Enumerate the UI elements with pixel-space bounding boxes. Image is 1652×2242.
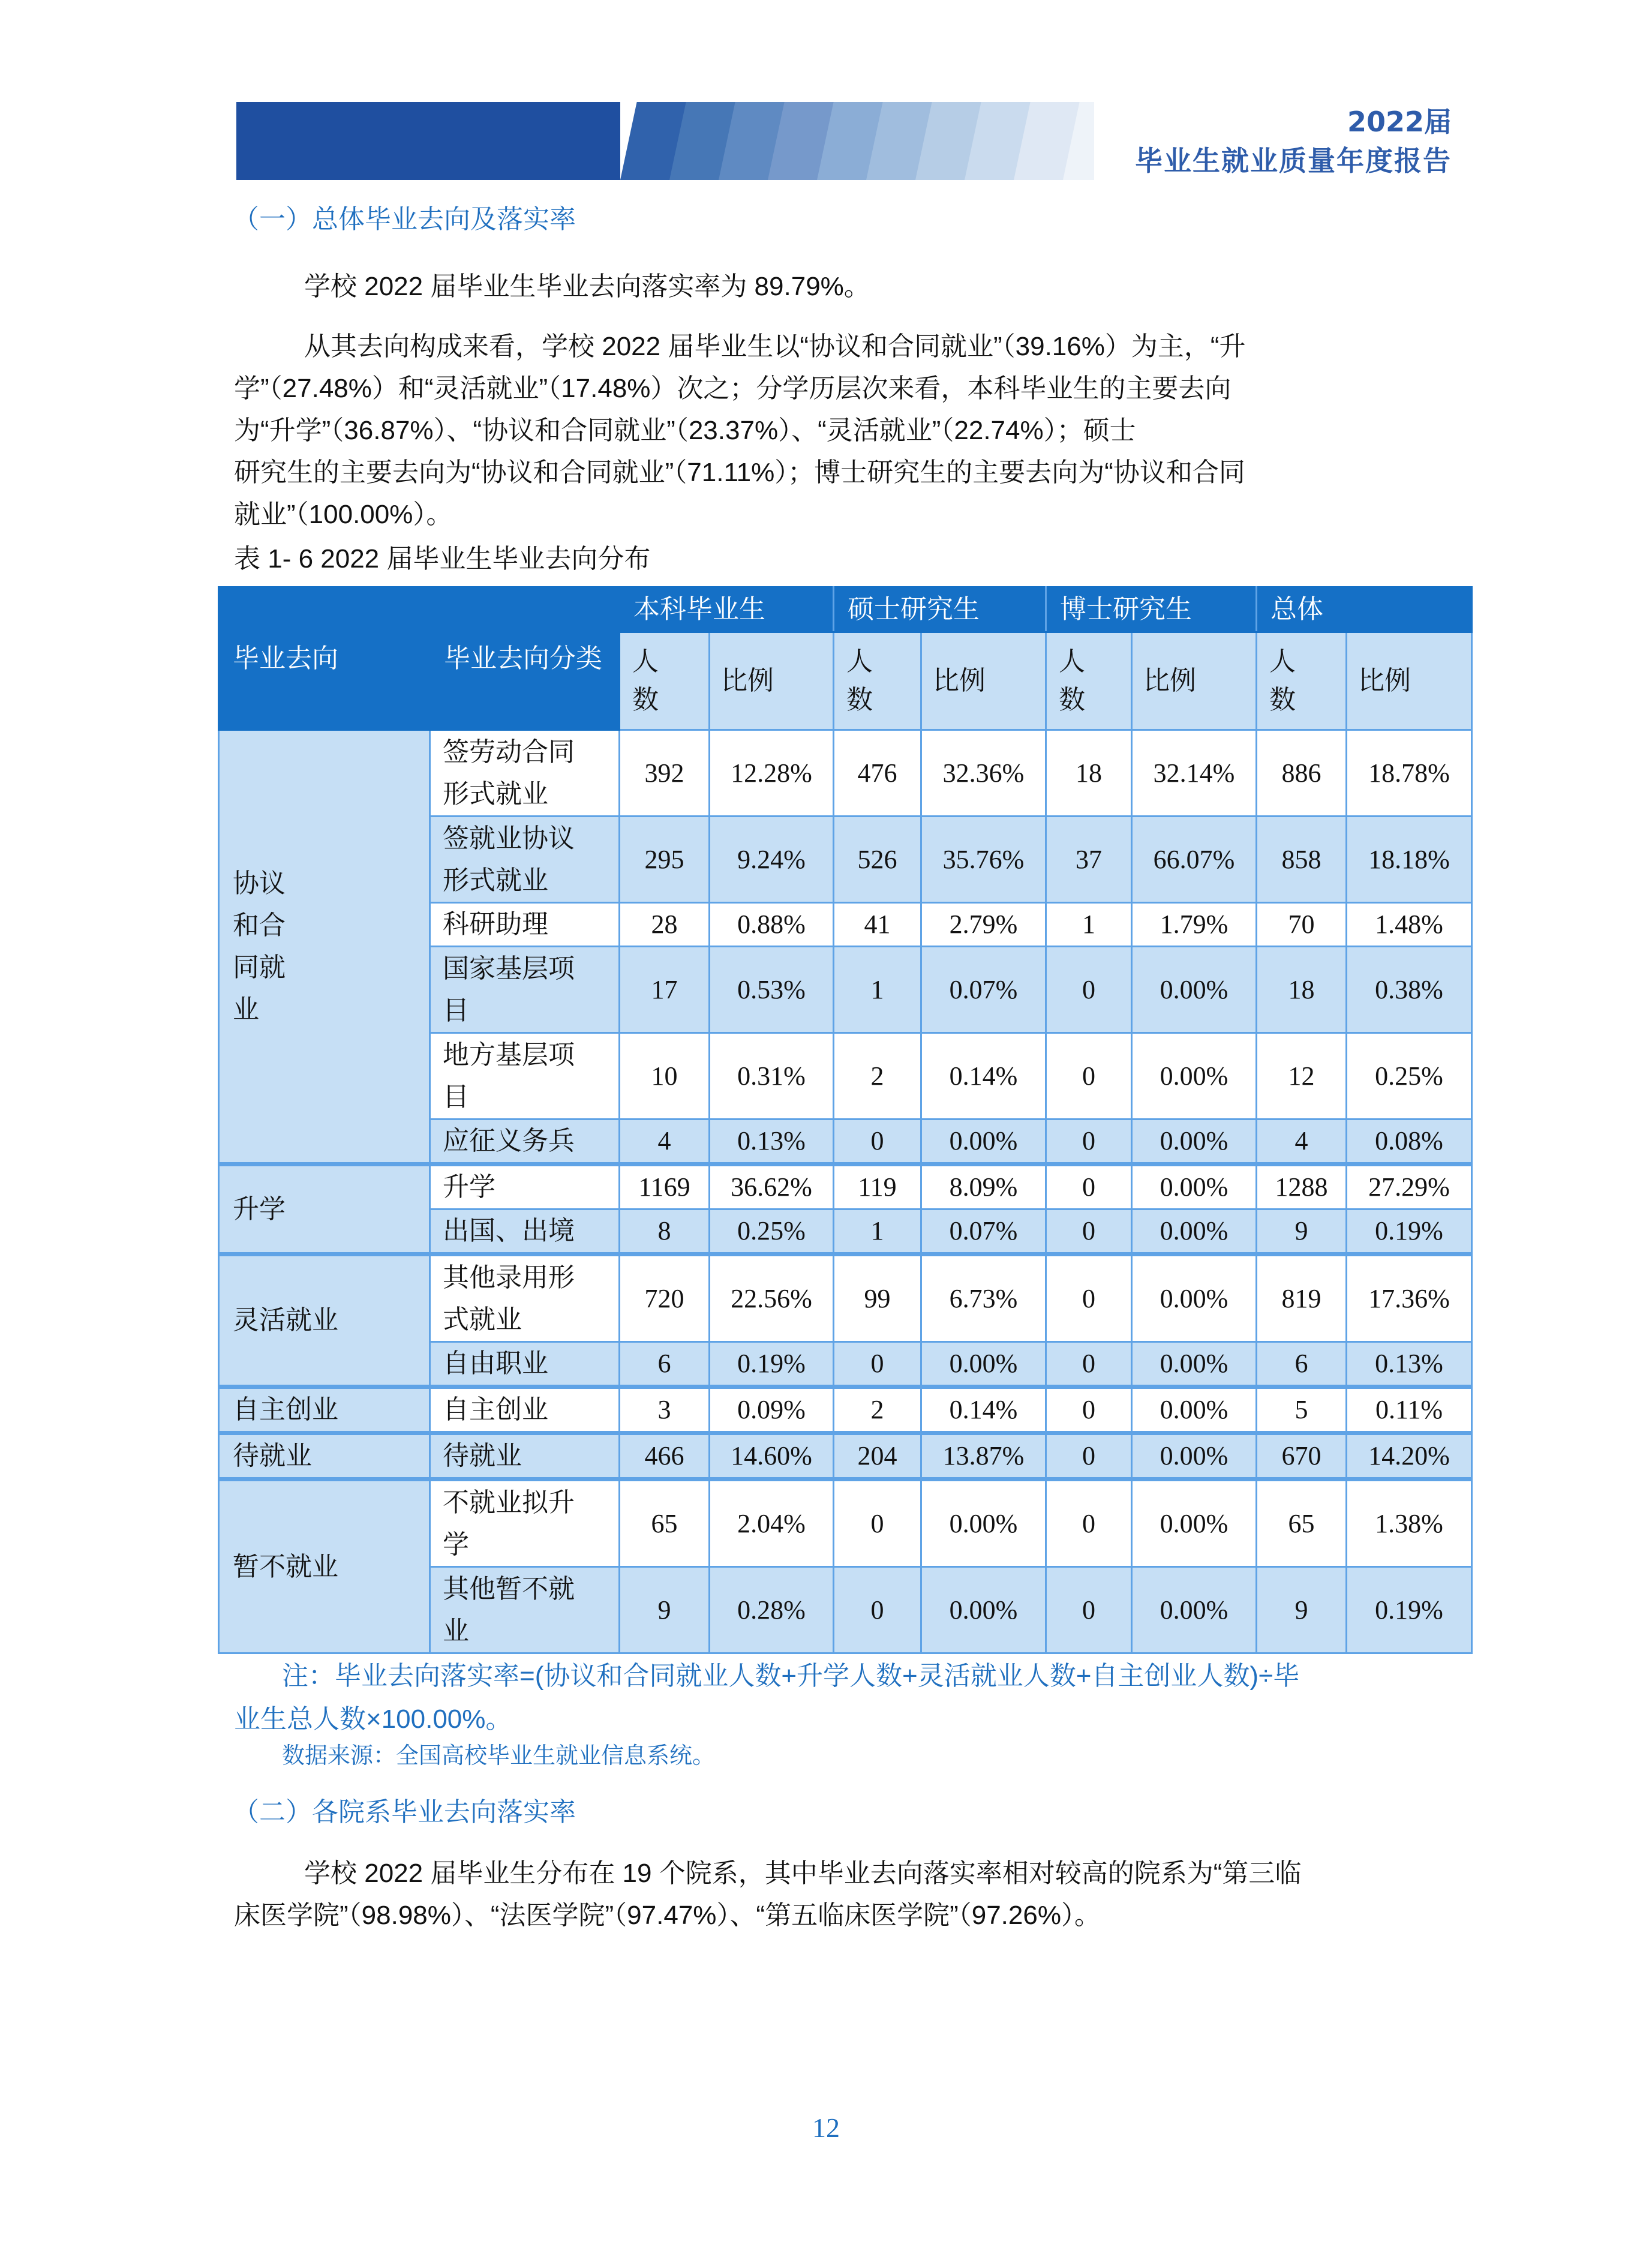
ratio-cell: 0.38%: [1347, 947, 1472, 1033]
count-cell: 1: [834, 1209, 921, 1254]
count-cell: 0: [834, 1567, 921, 1653]
table-row: [219, 1479, 1472, 1567]
ratio-cell: 14.20%: [1347, 1433, 1472, 1479]
count-cell: 0: [834, 1342, 921, 1387]
count-cell: 70: [1257, 903, 1347, 947]
count-cell: 4: [620, 1120, 710, 1164]
count-cell: 4: [1257, 1120, 1347, 1164]
category-cell: 自由职业: [430, 1342, 620, 1387]
count-cell: 0: [834, 1120, 921, 1164]
ratio-cell: 0.31%: [710, 1033, 834, 1120]
banner-dark-block: [236, 102, 620, 180]
table-row: [219, 1433, 1472, 1479]
count-cell: 65: [1257, 1479, 1347, 1567]
count-cell: 295: [620, 817, 710, 903]
count-cell: 466: [620, 1433, 710, 1479]
header-count: 人数: [834, 632, 921, 730]
report-year-title: 2022届: [1347, 106, 1452, 138]
header-ratio: 比例: [710, 632, 834, 730]
count-cell: 0: [834, 1479, 921, 1567]
count-cell: 204: [834, 1433, 921, 1479]
ratio-cell: 66.07%: [1132, 817, 1257, 903]
count-cell: 670: [1257, 1433, 1347, 1479]
ratio-cell: 0.19%: [1347, 1567, 1472, 1653]
count-cell: 99: [834, 1254, 921, 1342]
ratio-cell: 12.28%: [710, 730, 834, 817]
ratio-cell: 0.53%: [710, 947, 834, 1033]
count-cell: 526: [834, 817, 921, 903]
header-count: 人数: [1257, 632, 1347, 730]
destination-cell: 升学: [219, 1164, 430, 1254]
count-cell: 0: [1046, 1433, 1132, 1479]
ratio-cell: 18.18%: [1347, 817, 1472, 903]
category-cell: 签劳动合同形式就业: [430, 730, 620, 817]
ratio-cell: 0.19%: [710, 1342, 834, 1387]
count-cell: 0: [1046, 1387, 1132, 1433]
count-cell: 2: [834, 1033, 921, 1120]
count-cell: 2: [834, 1387, 921, 1433]
paragraph-line: 学”（27.48%）和“灵活就业”（17.48%）次之；分学历层次来看，本科毕业生的主要去向: [234, 374, 1232, 403]
count-cell: 886: [1257, 730, 1347, 817]
paragraph-composition: [234, 326, 1440, 536]
count-cell: 9: [1257, 1209, 1347, 1254]
ratio-cell: 0.00%: [1132, 1387, 1257, 1433]
count-cell: 819: [1257, 1254, 1347, 1342]
ratio-cell: 0.00%: [921, 1567, 1046, 1653]
category-cell: 地方基层项目: [430, 1033, 620, 1120]
category-cell: 自主创业: [430, 1387, 620, 1433]
ratio-cell: 0.00%: [921, 1342, 1046, 1387]
ratio-cell: 0.00%: [1132, 947, 1257, 1033]
count-cell: 8: [620, 1209, 710, 1254]
category-cell: 不就业拟升学: [430, 1479, 620, 1567]
ratio-cell: 0.00%: [921, 1479, 1046, 1567]
paragraph-line: 从其去向构成来看，学校 2022 届毕业生以“协议和合同就业”（39.16%）为主，“升: [304, 332, 1246, 361]
count-cell: 17: [620, 947, 710, 1033]
category-cell: 科研助理: [430, 903, 620, 947]
ratio-cell: 0.07%: [921, 947, 1046, 1033]
header-ratio: 比例: [1132, 632, 1257, 730]
data-source: 数据来源：全国高校毕业生就业信息系统。: [282, 1742, 716, 1769]
count-cell: 18: [1257, 947, 1347, 1033]
count-cell: 0: [1046, 1479, 1132, 1567]
ratio-cell: 13.87%: [921, 1433, 1046, 1479]
table-row: [219, 1164, 1472, 1209]
destination-cell: 待就业: [219, 1433, 430, 1479]
category-cell: 出国、出境: [430, 1209, 620, 1254]
category-cell: 签就业协议形式就业: [430, 817, 620, 903]
ratio-cell: 0.25%: [1347, 1033, 1472, 1120]
ratio-cell: 0.28%: [710, 1567, 834, 1653]
count-cell: 9: [620, 1567, 710, 1653]
section-heading-department: （二）各院系毕业去向落实率: [233, 1797, 576, 1827]
ratio-cell: 9.24%: [710, 817, 834, 903]
ratio-cell: 0.00%: [1132, 1254, 1257, 1342]
table-row: [219, 1387, 1472, 1433]
count-cell: 12: [1257, 1033, 1347, 1120]
count-cell: 28: [620, 903, 710, 947]
count-cell: 392: [620, 730, 710, 817]
ratio-cell: 0.88%: [710, 903, 834, 947]
count-cell: 3: [620, 1387, 710, 1433]
count-cell: 0: [1046, 1209, 1132, 1254]
ratio-cell: 0.13%: [1347, 1342, 1472, 1387]
count-cell: 1: [834, 947, 921, 1033]
paragraph-department: [234, 1853, 1440, 1937]
table-row: [219, 1254, 1472, 1342]
page-number: 12: [812, 2112, 840, 2143]
header-banner: [236, 102, 1094, 180]
destination-cell: 暂不就业: [219, 1479, 430, 1653]
ratio-cell: 1.48%: [1347, 903, 1472, 947]
ratio-cell: 0.11%: [1347, 1387, 1472, 1433]
ratio-cell: 6.73%: [921, 1254, 1046, 1342]
header-category: 毕业去向分类: [430, 587, 620, 730]
section-heading-overall: （一）总体毕业去向及落实率: [233, 204, 576, 235]
count-cell: 6: [620, 1342, 710, 1387]
count-cell: 0: [1046, 947, 1132, 1033]
table-note: [234, 1655, 1452, 1741]
count-cell: 476: [834, 730, 921, 817]
ratio-cell: 0.00%: [1132, 1120, 1257, 1164]
category-cell: 国家基层项目: [430, 947, 620, 1033]
header-group-doctor: 博士研究生: [1046, 587, 1257, 632]
table-row: [219, 730, 1472, 817]
count-cell: 6: [1257, 1342, 1347, 1387]
paragraph-line: 学校 2022 届毕业生分布在 19 个院系，其中毕业去向落实率相对较高的院系为“第三临: [304, 1859, 1302, 1888]
ratio-cell: 0.00%: [1132, 1433, 1257, 1479]
note-line: 注：毕业去向落实率=(协议和合同就业人数+升学人数+灵活就业人数+自主创业人数)÷毕: [282, 1661, 1300, 1691]
ratio-cell: 2.04%: [710, 1479, 834, 1567]
count-cell: 0: [1046, 1164, 1132, 1209]
ratio-cell: 2.79%: [921, 903, 1046, 947]
ratio-cell: 8.09%: [921, 1164, 1046, 1209]
ratio-cell: 0.08%: [1347, 1120, 1472, 1164]
ratio-cell: 0.25%: [710, 1209, 834, 1254]
count-cell: 5: [1257, 1387, 1347, 1433]
paragraph-overall-rate: [234, 266, 1440, 308]
count-cell: 9: [1257, 1567, 1347, 1653]
header-ratio: 比例: [1347, 632, 1472, 730]
paragraph-line: 就业”（100.00%）。: [234, 500, 453, 529]
category-cell: 应征义务兵: [430, 1120, 620, 1164]
count-cell: 10: [620, 1033, 710, 1120]
ratio-cell: 0.19%: [1347, 1209, 1472, 1254]
header-count: 人数: [1046, 632, 1132, 730]
destination-cell: 灵活就业: [219, 1254, 430, 1387]
ratio-cell: 27.29%: [1347, 1164, 1472, 1209]
count-cell: 0: [1046, 1342, 1132, 1387]
ratio-cell: 0.00%: [1132, 1479, 1257, 1567]
ratio-cell: 0.00%: [1132, 1164, 1257, 1209]
count-cell: 18: [1046, 730, 1132, 817]
count-cell: 0: [1046, 1254, 1132, 1342]
paragraph-line: 为“升学”（36.87%）、“协议和合同就业”（23.37%）、“灵活就业”（22.74%）；硕士: [234, 416, 1136, 445]
table-caption: 表 1- 6 2022 届毕业生毕业去向分布: [234, 544, 651, 574]
paragraph-line: 研究生的主要去向为“协议和合同就业”（71.11%）；博士研究生的主要去向为“协议和合同: [234, 458, 1245, 487]
header-destination: 毕业去向: [219, 587, 430, 730]
ratio-cell: 0.09%: [710, 1387, 834, 1433]
report-title: 毕业生就业质量年度报告: [1135, 145, 1452, 177]
category-cell: 其他录用形式就业: [430, 1254, 620, 1342]
category-cell: 升学: [430, 1164, 620, 1209]
count-cell: 1169: [620, 1164, 710, 1209]
ratio-cell: 0.07%: [921, 1209, 1046, 1254]
count-cell: 37: [1046, 817, 1132, 903]
table-body: [219, 730, 1472, 1653]
ratio-cell: 32.36%: [921, 730, 1046, 817]
count-cell: 720: [620, 1254, 710, 1342]
paragraph-line: 床医学院”（98.98%）、“法医学院”（97.47%）、“第五临床医学院”（97.26%）。: [234, 1901, 1101, 1930]
ratio-cell: 18.78%: [1347, 730, 1472, 817]
category-cell: 其他暂不就业: [430, 1567, 620, 1653]
count-cell: 0: [1046, 1567, 1132, 1653]
ratio-cell: 22.56%: [710, 1254, 834, 1342]
count-cell: 0: [1046, 1120, 1132, 1164]
ratio-cell: 0.14%: [921, 1033, 1046, 1120]
header-group-undergrad: 本科毕业生: [620, 587, 834, 632]
ratio-cell: 0.00%: [1132, 1033, 1257, 1120]
ratio-cell: 35.76%: [921, 817, 1046, 903]
ratio-cell: 0.13%: [710, 1120, 834, 1164]
destination-cell: 协议和合同就业: [219, 730, 430, 1164]
ratio-cell: 36.62%: [710, 1164, 834, 1209]
header-group-total: 总体: [1257, 587, 1472, 632]
ratio-cell: 0.00%: [1132, 1567, 1257, 1653]
ratio-cell: 0.00%: [1132, 1209, 1257, 1254]
destination-distribution-table: [218, 586, 1473, 1654]
ratio-cell: 0.14%: [921, 1387, 1046, 1433]
destination-cell: 自主创业: [219, 1387, 430, 1433]
ratio-cell: 32.14%: [1132, 730, 1257, 817]
ratio-cell: 0.00%: [1132, 1342, 1257, 1387]
count-cell: 858: [1257, 817, 1347, 903]
count-cell: 119: [834, 1164, 921, 1209]
ratio-cell: 1.38%: [1347, 1479, 1472, 1567]
ratio-cell: 14.60%: [710, 1433, 834, 1479]
ratio-cell: 17.36%: [1347, 1254, 1472, 1342]
count-cell: 1288: [1257, 1164, 1347, 1209]
header-count: 人数: [620, 632, 710, 730]
header-ratio: 比例: [921, 632, 1046, 730]
count-cell: 1: [1046, 903, 1132, 947]
note-line: 业生总人数×100.00%。: [234, 1704, 512, 1734]
count-cell: 41: [834, 903, 921, 947]
count-cell: 0: [1046, 1033, 1132, 1120]
ratio-cell: 1.79%: [1132, 903, 1257, 947]
ratio-cell: 0.00%: [921, 1120, 1046, 1164]
category-cell: 待就业: [430, 1433, 620, 1479]
header-group-master: 硕士研究生: [834, 587, 1046, 632]
count-cell: 65: [620, 1479, 710, 1567]
paragraph-line: 学校 2022 届毕业生毕业去向落实率为 89.79%。: [304, 272, 870, 301]
